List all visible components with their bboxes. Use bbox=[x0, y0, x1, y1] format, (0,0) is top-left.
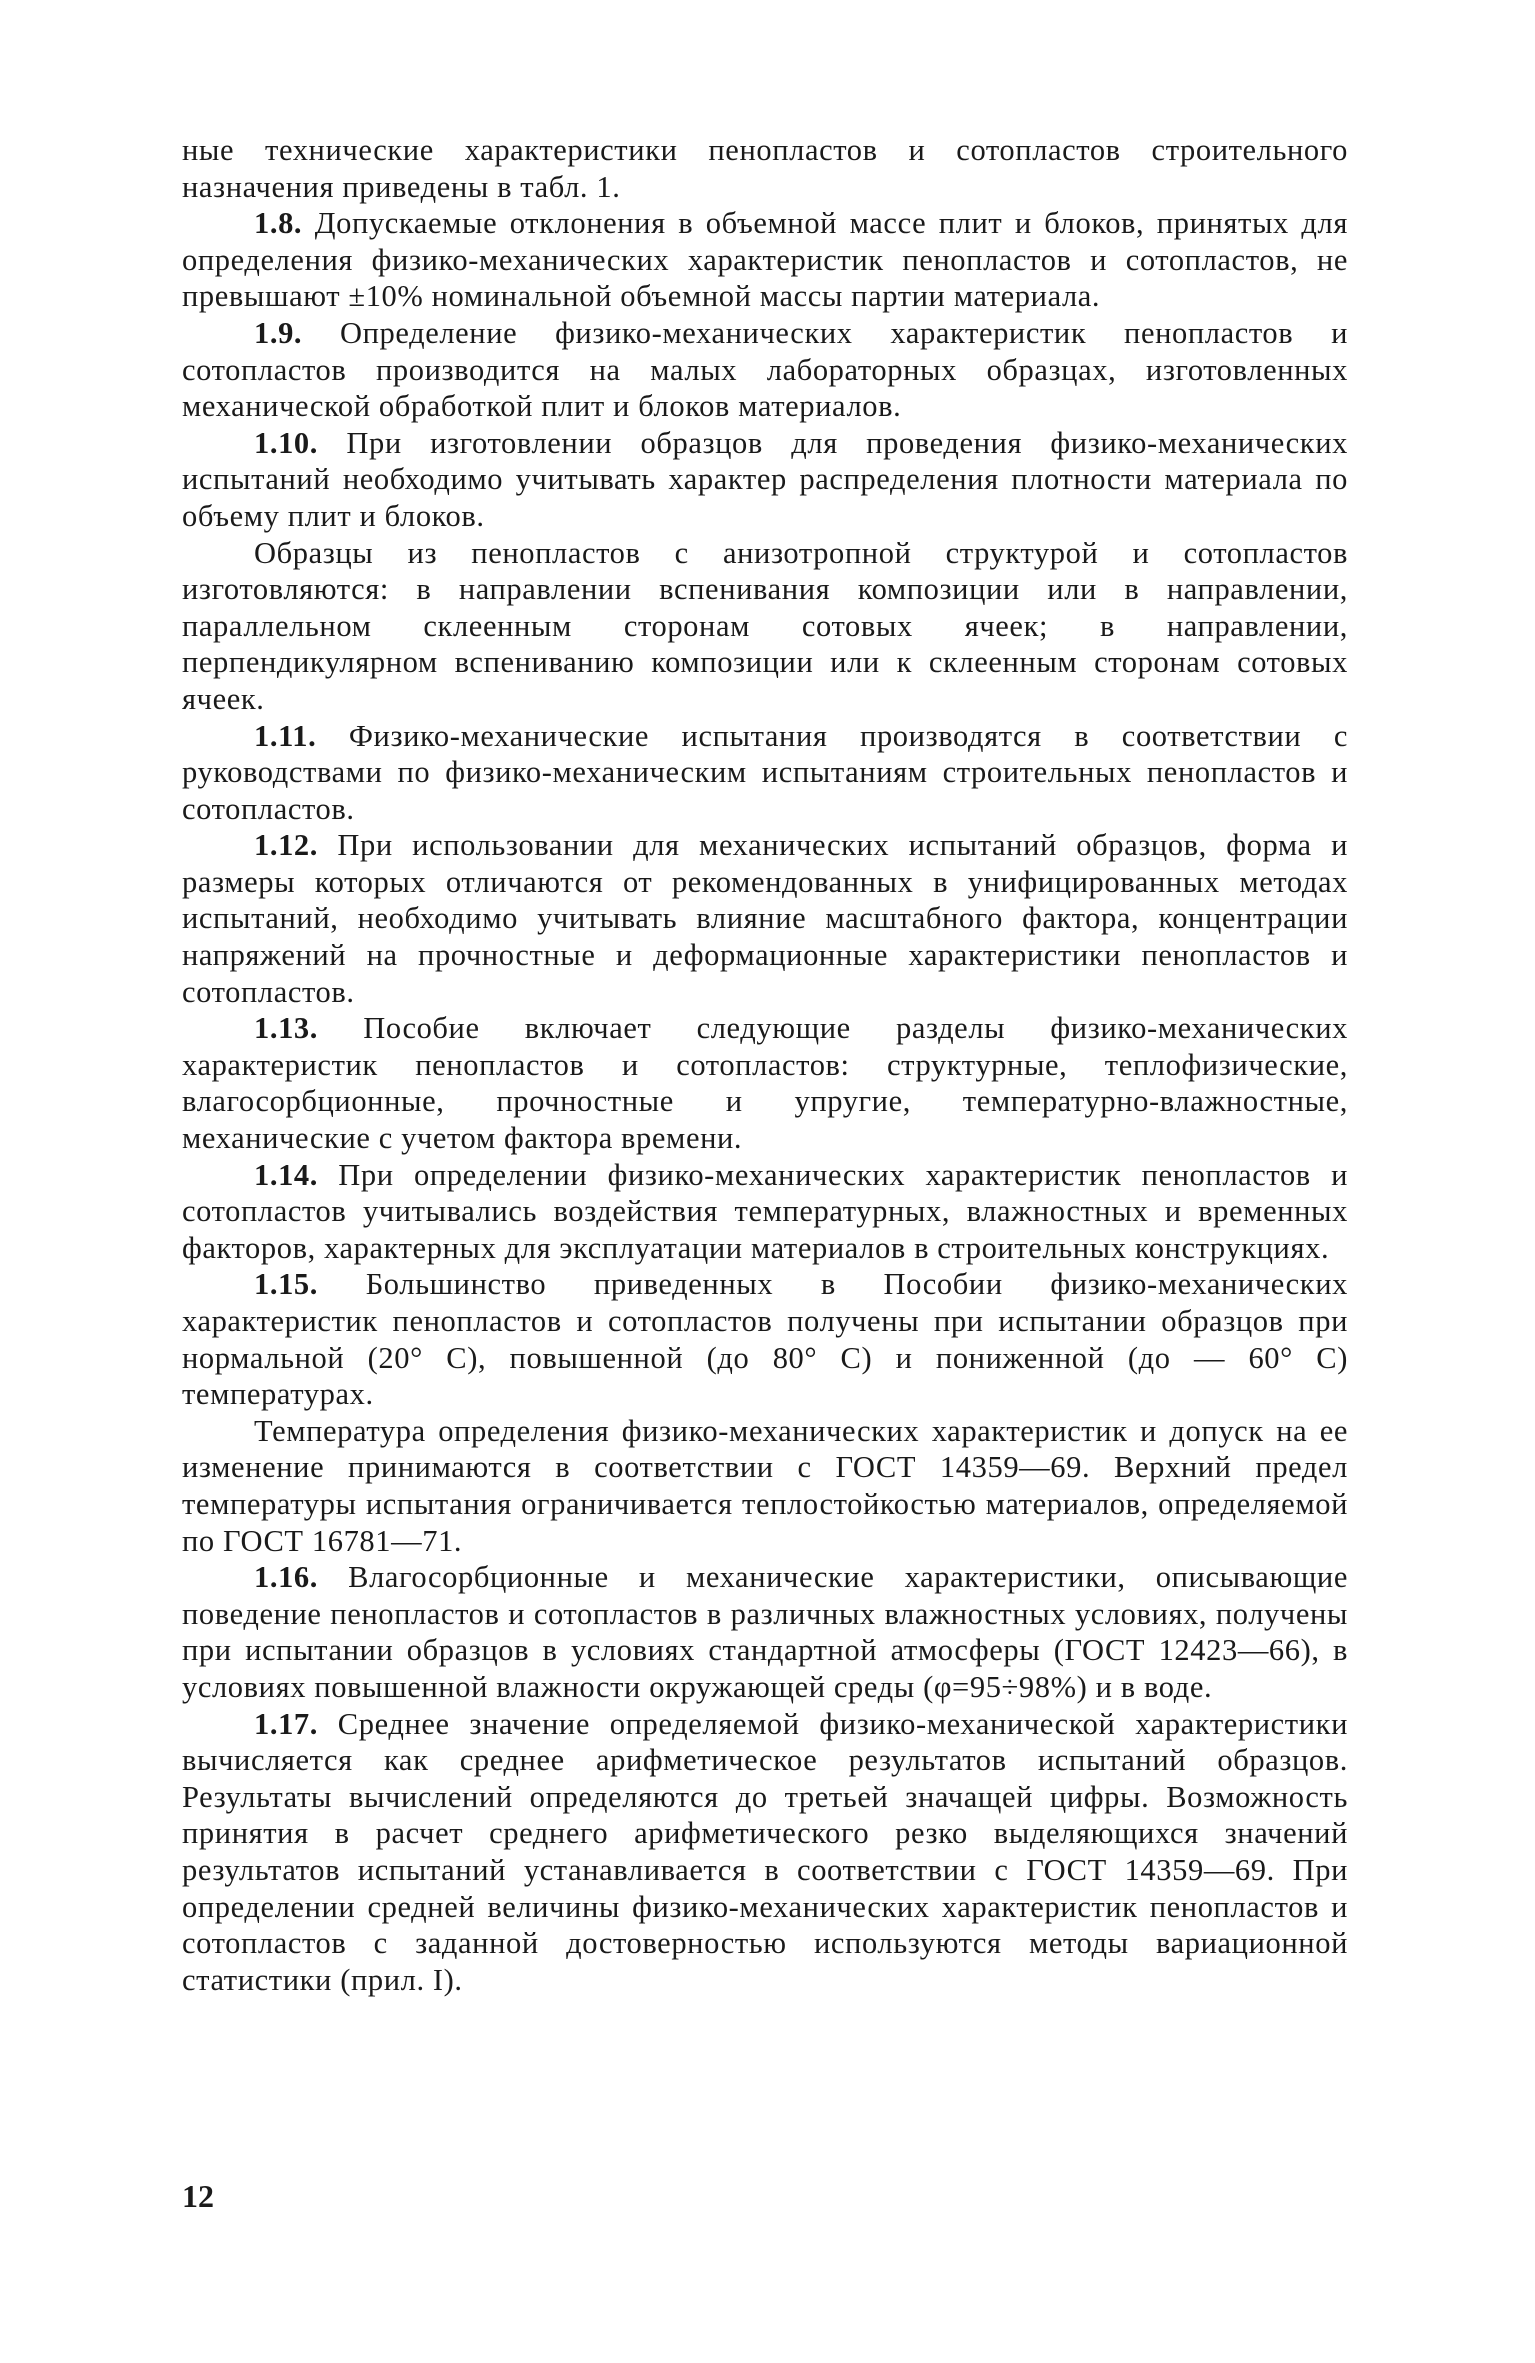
clause-number: 1.13. bbox=[254, 1011, 318, 1046]
paragraph-temperature bbox=[182, 1413, 1348, 1559]
paragraph-text: При использовании для механических испытаний образцов, форма и размеры которых отличаются от рекомендованных в унифицированных методах испытаний, необходимо учитывать влияние масштабного фактора, концентрации напряжений на прочностные и деформационные характеристики пенопластов и сотопластов. bbox=[182, 828, 1348, 1009]
clause-number: 1.16. bbox=[254, 1560, 318, 1595]
paragraph-1-12 bbox=[182, 827, 1348, 1010]
clause-number: 1.10. bbox=[254, 425, 318, 460]
paragraph-text: Физико-механические испытания производятся в соответствии с руководствами по физико-механическим испытаниям строительных пенопластов и сотопластов. bbox=[182, 718, 1348, 826]
paragraph-1-17 bbox=[182, 1706, 1348, 1999]
paragraph-text: Большинство приведенных в Пособии физико-механических характеристик пенопластов и сотопластов получены при испытании образцов при нормальной (20° С), повышенной (до 80° С) и пониженной (до — 60° С) температурах. bbox=[182, 1267, 1348, 1412]
paragraph-text: Влагосорбционные и механические характеристики, описывающие поведение пенопластов и сотопластов в различных влажностных условиях, получены при испытании образцов в условиях стандартной атмосферы (ГОСТ 12423—66), в условиях повышенной влажности окружающей среды (φ=95÷98%) и в воде. bbox=[182, 1560, 1348, 1704]
page-body bbox=[182, 132, 1348, 1998]
paragraph-text: Среднее значение определяемой физико-механической характеристики вычисляется как среднее арифметическое результатов испытаний образцов. Результаты вычислений определяются до третьей значащей цифры. Возможность принятия в расчет среднего арифметического резко выделяющихся значений результатов испытаний устанавливается в соответствии с ГОСТ 14359—69. При определении средней величины физико-механических характеристик пенопластов и сотопластов с заданной достоверностью используются методы вариационной статистики (прил. I). bbox=[182, 1706, 1348, 1997]
paragraph-text: Температура определения физико-механических характеристик и допуск на ее изменение принимаются в соответствии с ГОСТ 14359—69. Верхний предел температуры испытания ограничивается теплостойкостью материалов, определяемой по ГОСТ 16781—71. bbox=[182, 1413, 1348, 1558]
paragraph-1-11 bbox=[182, 718, 1348, 828]
paragraph-1-10 bbox=[182, 425, 1348, 535]
paragraph-text: Пособие включает следующие разделы физико-механических характеристик пенопластов и сотопластов: структурные, теплофизические, влагосорбционные, прочностные и упругие, температурно-влажностные, механические с учетом фактора времени. bbox=[182, 1011, 1348, 1156]
clause-number: 1.9. bbox=[254, 315, 303, 350]
paragraph-1-15 bbox=[182, 1266, 1348, 1412]
paragraph-text: ные технические характеристики пенопластов и сотопластов строительного назначения приведены в табл. 1. bbox=[182, 133, 1348, 204]
clause-number: 1.17. bbox=[254, 1706, 318, 1741]
paragraph-1-9 bbox=[182, 315, 1348, 425]
paragraph-1-16 bbox=[182, 1559, 1348, 1705]
paragraph-text: При определении физико-механических характеристик пенопластов и сотопластов учитывались воздействия температурных, влажностных и временных факторов, характерных для эксплуатации материалов в строительных конструкциях. bbox=[182, 1157, 1349, 1265]
paragraph-text: Допускаемые отклонения в объемной массе плит и блоков, принятых для определения физико-механических характеристик пенопластов и сотопластов, не превышают ±10% номинальной объемной массы партии материала. bbox=[182, 206, 1348, 314]
clause-number: 1.12. bbox=[254, 828, 318, 863]
paragraph-text: При изготовлении образцов для проведения физико-механических испытаний необходимо учитывать характер распределения плотности материала по объему плит и блоков. bbox=[182, 425, 1348, 533]
clause-number: 1.8. bbox=[254, 206, 303, 241]
paragraph-samples bbox=[182, 535, 1348, 718]
paragraph-1-14 bbox=[182, 1157, 1348, 1267]
paragraph-continuation bbox=[182, 132, 1348, 205]
paragraph-text: Образцы из пенопластов с анизотропной структурой и сотопластов изготовляются: в направлении вспенивания композиции или в направлении, параллельном склеенным сторонам сотовых ячеек; в направлении, перпендикулярном вспениванию композиции или к склеенным сторонам сотовых ячеек. bbox=[182, 535, 1348, 716]
clause-number: 1.11. bbox=[254, 718, 317, 753]
clause-number: 1.15. bbox=[254, 1267, 318, 1302]
paragraph-text: Определение физико-механических характеристик пенопластов и сотопластов производится на малых лабораторных образцах, изготовленных механической обработкой плит и блоков материалов. bbox=[182, 315, 1348, 424]
clause-number: 1.14. bbox=[254, 1157, 318, 1192]
paragraph-1-13 bbox=[182, 1010, 1348, 1156]
paragraph-1-8 bbox=[182, 205, 1348, 315]
page-number: 12 bbox=[182, 2178, 214, 2214]
